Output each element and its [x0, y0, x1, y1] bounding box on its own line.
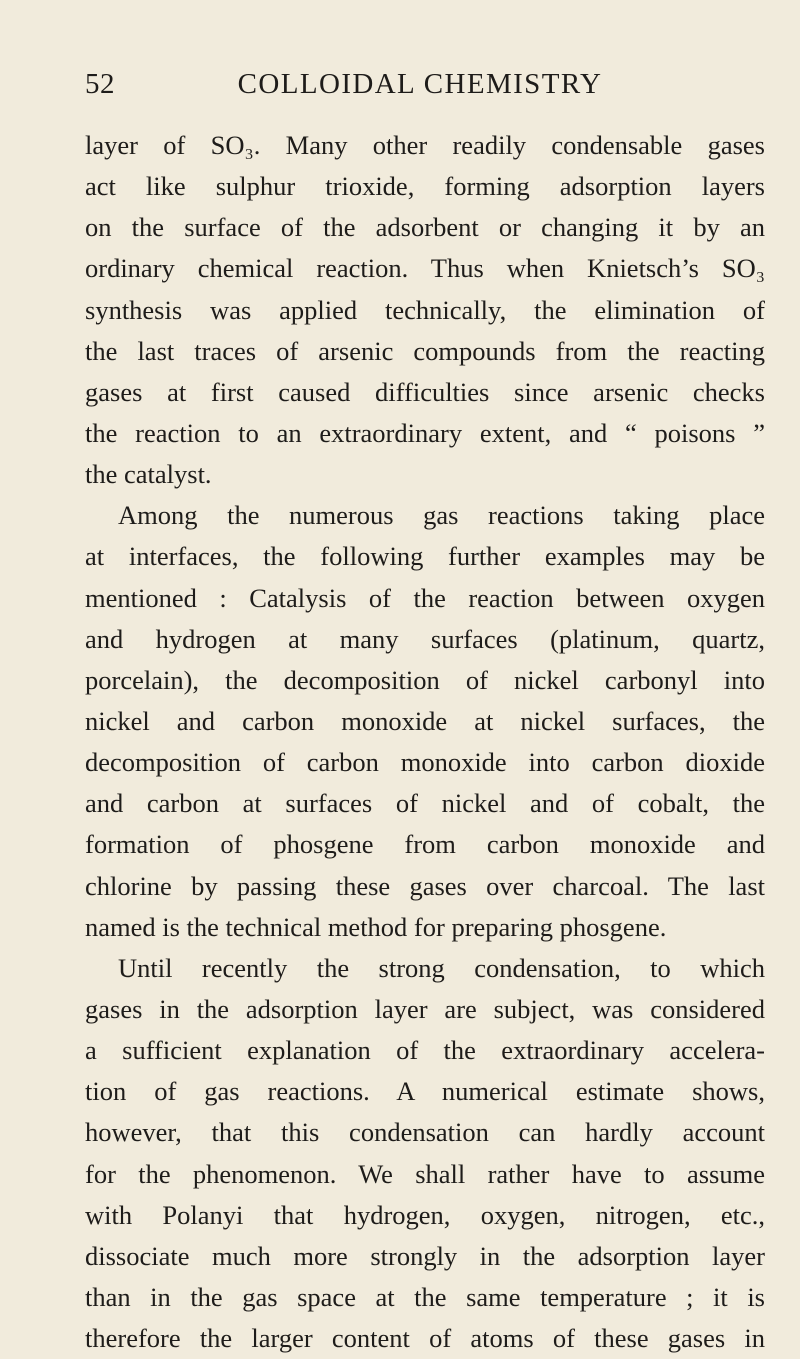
text-line: and carbon at surfaces of nickel and of cobalt, the	[85, 788, 765, 819]
text-line: mentioned : Catalysis of the reaction between oxygen	[85, 582, 765, 613]
text-line: act like sulphur trioxide, forming adsorption layers	[85, 171, 765, 202]
text-line: tion of gas reactions. A numerical estimate shows,	[85, 1076, 765, 1107]
text-line: decomposition of carbon monoxide into carbon dioxide	[85, 747, 765, 778]
text-line: than in the gas space at the same temperature ; it is	[85, 1281, 765, 1312]
body-text	[85, 125, 765, 1359]
text-line: layer of SO₃. Many other readily condensable gases	[85, 130, 765, 160]
text-line: nickel and carbon monoxide at nickel surfaces, the	[85, 705, 765, 736]
text-line: and hydrogen at many surfaces (platinum, quartz,	[85, 623, 765, 654]
text-line: gases at first caused difficulties since arsenic checks	[85, 376, 765, 407]
text-line: the last traces of arsenic compounds from the reacting	[85, 335, 765, 366]
text-line: dissociate much more strongly in the adsorption layer	[85, 1240, 765, 1271]
text-line: Until recently the strong condensation, to which	[118, 952, 765, 983]
text-line: formation of phosgene from carbon monoxide and	[85, 829, 765, 860]
text-line: on the surface of the adsorbent or changing it by an	[85, 212, 765, 243]
text-line: a sufficient explanation of the extraordinary accelera-	[85, 1035, 765, 1066]
text-line: gases in the adsorption layer are subject, was considered	[85, 993, 765, 1024]
text-line: synthesis was applied technically, the elimination of	[85, 294, 765, 325]
text-line: ordinary chemical reaction. Thus when Knietsch’s SO₃	[85, 253, 765, 284]
running-title: COLLOIDAL CHEMISTRY	[237, 68, 603, 100]
text-line: Among the numerous gas reactions taking place	[118, 500, 765, 531]
text-line: at interfaces, the following further examples may be	[85, 541, 765, 572]
text-line: the reaction to an extraordinary extent, and “ poisons ”	[85, 417, 765, 448]
text-line: with Polanyi that hydrogen, oxygen, nitrogen, etc.,	[85, 1199, 765, 1230]
text-line: named is the technical method for preparing phosgene.	[85, 911, 667, 942]
text-line: chlorine by passing these gases over charcoal. The last	[85, 870, 765, 901]
page-number: 52	[85, 68, 115, 100]
page-header	[0, 62, 800, 122]
text-line: therefore the larger content of atoms of these gases in	[85, 1323, 765, 1354]
text-line: the catalyst.	[85, 459, 212, 490]
text-line: for the phenomenon. We shall rather have to assume	[85, 1158, 765, 1189]
text-line: however, that this condensation can hardly account	[85, 1117, 765, 1148]
text-line: porcelain), the decomposition of nickel carbonyl into	[85, 664, 765, 695]
